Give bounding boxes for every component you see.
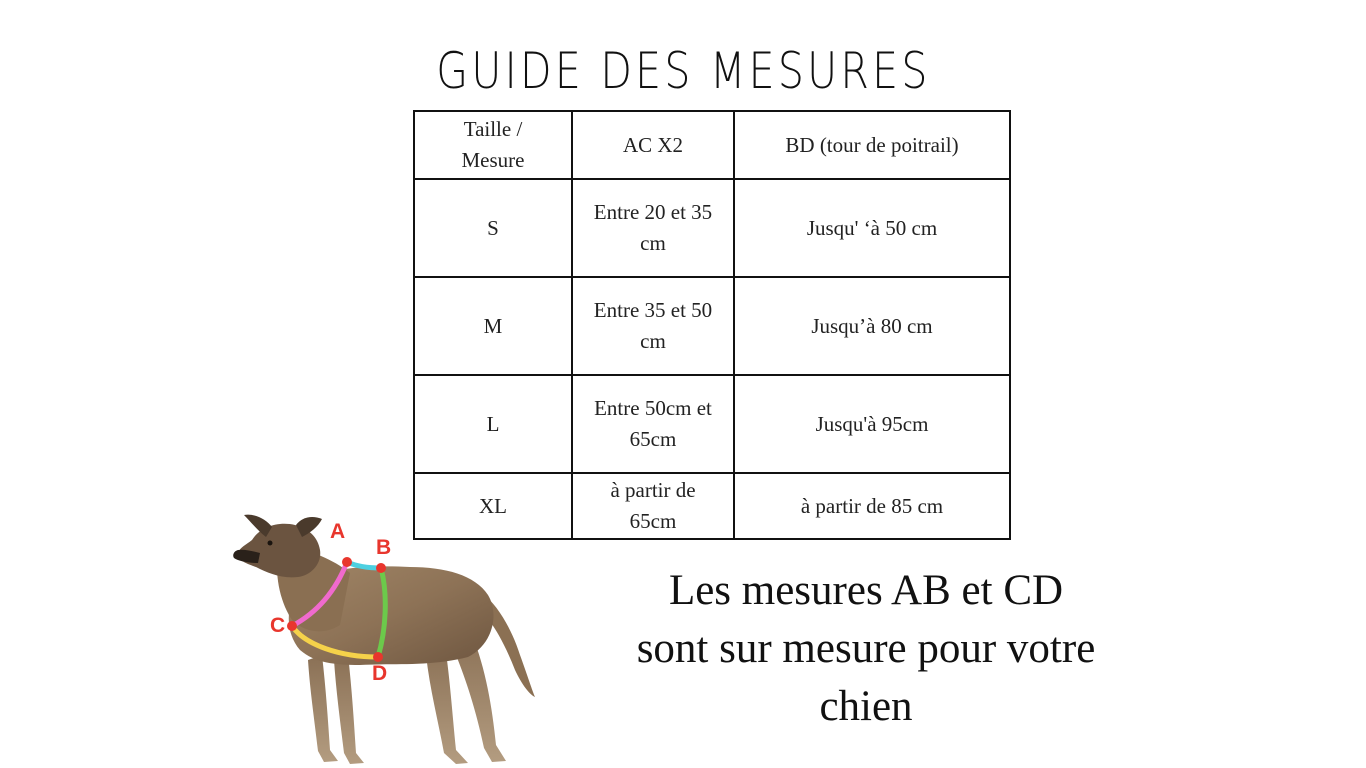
cell-ac: Entre 35 et 50 cm	[572, 277, 734, 375]
table-header-row	[414, 111, 1010, 179]
point-c	[287, 621, 297, 631]
cell-size: M	[414, 277, 572, 375]
cell-bd: Jusqu’à 80 cm	[734, 277, 1010, 375]
label-b: B	[376, 536, 392, 559]
cell-size: L	[414, 375, 572, 473]
dog-photo	[230, 505, 550, 768]
table-row	[414, 179, 1010, 277]
size-table	[413, 110, 1011, 540]
cell-size: XL	[414, 473, 572, 539]
measure-line-ab	[347, 562, 381, 568]
table-row	[414, 375, 1010, 473]
cell-size: S	[414, 179, 572, 277]
cell-bd: à partir de 85 cm	[734, 473, 1010, 539]
header-bd: BD (tour de poitrail)	[734, 111, 1010, 179]
label-a: A	[330, 520, 346, 543]
point-a	[342, 557, 352, 567]
cell-ac: à partir de 65cm	[572, 473, 734, 539]
point-d	[373, 652, 383, 662]
point-b	[376, 563, 386, 573]
cell-ac: Entre 20 et 35 cm	[572, 179, 734, 277]
header-ac: AC X2	[572, 111, 734, 179]
label-c: C	[270, 614, 286, 637]
dog-front-leg	[308, 655, 338, 762]
header-size: Taille / Mesure	[414, 111, 572, 179]
dog-eye	[268, 541, 273, 546]
cell-ac: Entre 50cm et 65cm	[572, 375, 734, 473]
table-row	[414, 277, 1010, 375]
page-title: GUIDE DES MESURES	[435, 42, 931, 100]
measurement-note: Les mesures AB et CD sont sur mesure pour votre chien	[636, 567, 1096, 730]
cell-bd: Jusqu' ‘à 50 cm	[734, 179, 1010, 277]
cell-bd: Jusqu'à 95cm	[734, 375, 1010, 473]
dog-front-leg	[334, 655, 364, 764]
label-d: D	[372, 662, 388, 685]
